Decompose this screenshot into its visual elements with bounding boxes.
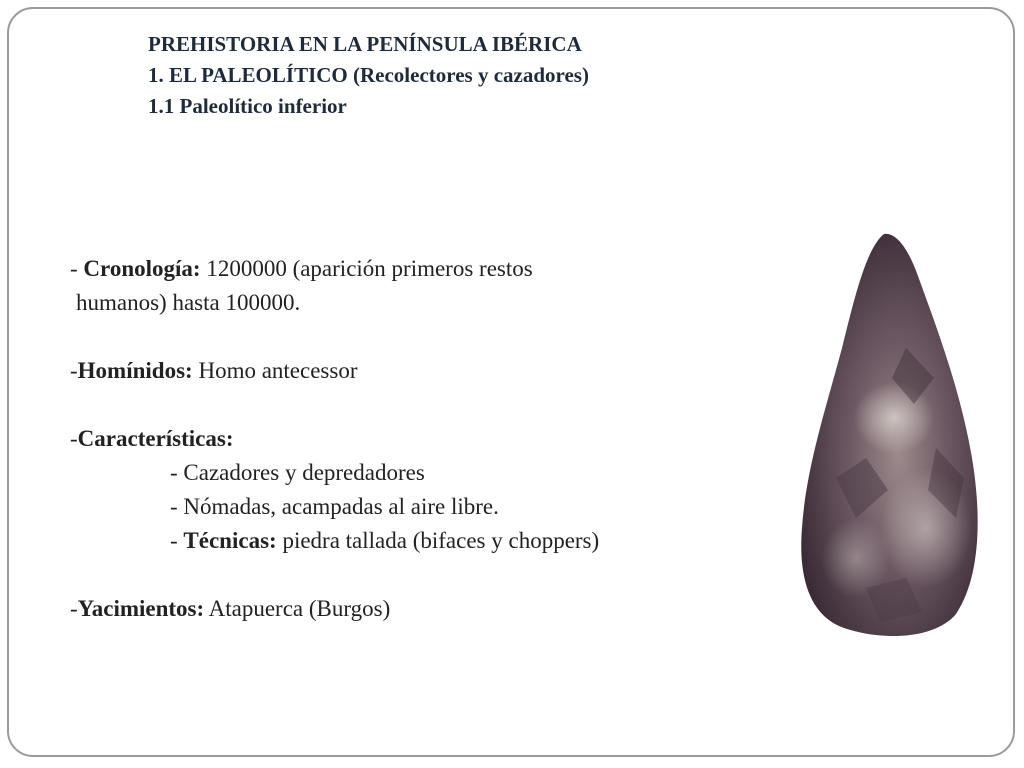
caracteristicas-label: Características: bbox=[77, 426, 234, 451]
caracteristicas-item-1: - Cazadores y depredadores bbox=[170, 460, 425, 485]
slide-title bbox=[148, 29, 589, 122]
hominidos-line bbox=[70, 354, 599, 388]
title-line-1: PREHISTORIA EN LA PENÍNSULA IBÉRICA bbox=[148, 32, 582, 56]
cronologia-text: 1200000 (aparición primeros restos bbox=[200, 256, 533, 281]
bullet-dash: - bbox=[70, 596, 78, 621]
slide-content bbox=[70, 252, 599, 626]
bullet-dash: - bbox=[170, 528, 184, 553]
caracteristicas-item-3 bbox=[70, 524, 599, 558]
hominidos-label: Homínidos: bbox=[77, 358, 193, 383]
yacimientos-line bbox=[70, 592, 599, 626]
cronologia-continuation: humanos) hasta 100000. bbox=[76, 290, 301, 315]
bullet-dash: - bbox=[70, 426, 78, 451]
title-line-2: 1. EL PALEOLÍTICO (Recolectores y cazadores) bbox=[148, 63, 589, 87]
tecnicas-text: piedra tallada (bifaces y choppers) bbox=[276, 528, 600, 553]
tecnicas-label: Técnicas: bbox=[183, 528, 277, 553]
cronologia-line bbox=[70, 252, 599, 286]
hominidos-text: Homo antecessor bbox=[192, 358, 358, 383]
cronologia-label: Cronología: bbox=[83, 256, 201, 281]
yacimientos-text: Atapuerca (Burgos) bbox=[204, 596, 391, 621]
caracteristicas-item-2: - Nómadas, acampadas al aire libre. bbox=[170, 494, 499, 519]
caracteristicas-line bbox=[70, 422, 599, 456]
biface-stone-tool-image bbox=[796, 228, 986, 640]
bullet-dash: - bbox=[70, 358, 78, 383]
bullet-dash: - bbox=[70, 256, 84, 281]
title-line-3: 1.1 Paleolítico inferior bbox=[148, 94, 347, 118]
yacimientos-label: Yacimientos: bbox=[77, 596, 205, 621]
